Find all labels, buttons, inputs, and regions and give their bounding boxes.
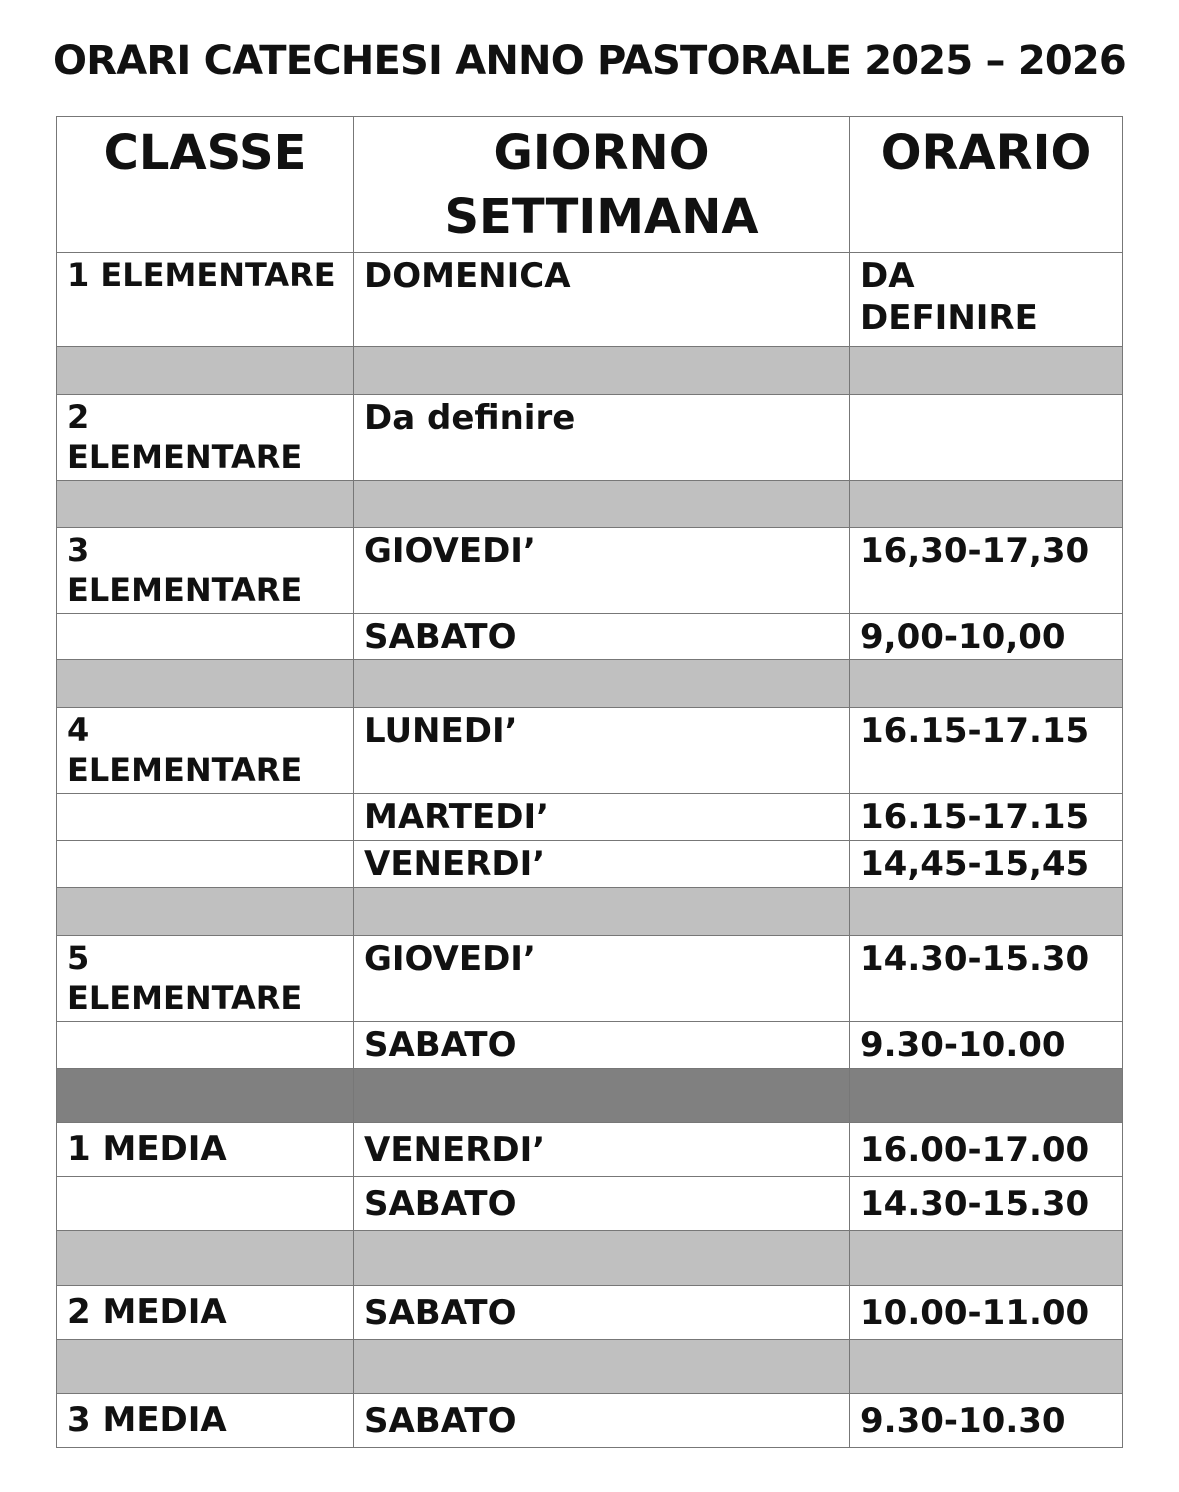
table-row (57, 936, 1123, 1022)
table-row (57, 1394, 1123, 1448)
table-row (57, 614, 1123, 660)
cell-orario (850, 395, 1123, 481)
separator-cell (354, 888, 850, 936)
cell-giorno: GIOVEDI’ (354, 528, 850, 614)
cell-classe-line1: 2 (67, 398, 90, 436)
cell-orario-line1: DA (860, 256, 915, 296)
cell-giorno: SABATO (354, 1177, 850, 1231)
cell-classe (57, 395, 354, 481)
separator-cell (850, 1340, 1123, 1394)
cell-giorno: SABATO (354, 1022, 850, 1069)
cell-giorno: SABATO (354, 614, 850, 660)
separator-cell (354, 481, 850, 528)
table-row (57, 794, 1123, 841)
separator-cell (850, 660, 1123, 708)
table-row (57, 253, 1123, 347)
header-giorno-line1: GIORNO (493, 125, 710, 181)
cell-orario: 9,00-10,00 (850, 614, 1123, 660)
cell-classe: 1 ELEMENTARE (57, 253, 354, 347)
table-row (57, 708, 1123, 794)
cell-giorno: MARTEDI’ (354, 794, 850, 841)
cell-orario: 10.00-11.00 (850, 1286, 1123, 1340)
cell-orario-line2: DEFINIRE (860, 298, 1038, 338)
separator-cell (850, 1069, 1123, 1123)
cell-orario: 16.15-17.15 (850, 794, 1123, 841)
header-classe (57, 117, 354, 253)
cell-classe: 3 MEDIA (57, 1394, 354, 1448)
cell-classe (57, 794, 354, 841)
separator-cell (57, 347, 354, 395)
separator-cell (354, 1231, 850, 1286)
cell-giorno: LUNEDI’ (354, 708, 850, 794)
separator-cell (57, 888, 354, 936)
separator-row (57, 1340, 1123, 1394)
separator-cell (850, 481, 1123, 528)
separator-cell (850, 888, 1123, 936)
table-row (57, 1177, 1123, 1231)
separator-cell (354, 660, 850, 708)
separator-cell (57, 1069, 354, 1123)
separator-cell (850, 347, 1123, 395)
cell-classe-line1: 4 (67, 711, 90, 749)
cell-classe (57, 614, 354, 660)
cell-orario (850, 253, 1123, 347)
table-row (57, 1286, 1123, 1340)
table-row (57, 1022, 1123, 1069)
separator-cell (354, 1069, 850, 1123)
separator-cell (57, 1231, 354, 1286)
header-giorno-line2: SETTIMANA (444, 189, 759, 245)
table-row (57, 841, 1123, 888)
separator-cell (354, 347, 850, 395)
cell-giorno: SABATO (354, 1286, 850, 1340)
cell-giorno: Da definire (354, 395, 850, 481)
cell-classe: 1 MEDIA (57, 1123, 354, 1177)
cell-orario: 14.30-15.30 (850, 936, 1123, 1022)
cell-giorno: DOMENICA (354, 253, 850, 347)
separator-row (57, 347, 1123, 395)
cell-classe (57, 841, 354, 888)
table-row (57, 1123, 1123, 1177)
table-row (57, 528, 1123, 614)
cell-classe (57, 1177, 354, 1231)
separator-row (57, 1231, 1123, 1286)
header-orario (850, 117, 1123, 253)
cell-classe (57, 528, 354, 614)
separator-row (57, 888, 1123, 936)
table-row (57, 395, 1123, 481)
separator-cell (57, 660, 354, 708)
cell-classe-line2: ELEMENTARE (67, 979, 303, 1017)
cell-classe (57, 936, 354, 1022)
cell-classe: 2 MEDIA (57, 1286, 354, 1340)
cell-classe-line1: 3 (67, 531, 90, 569)
cell-classe-line2: ELEMENTARE (67, 571, 303, 609)
separator-cell (57, 481, 354, 528)
cell-orario: 14,45-15,45 (850, 841, 1123, 888)
cell-classe-line2: ELEMENTARE (67, 438, 303, 476)
cell-giorno: GIOVEDI’ (354, 936, 850, 1022)
cell-orario: 16.15-17.15 (850, 708, 1123, 794)
cell-classe (57, 1022, 354, 1069)
header-giorno (354, 117, 850, 253)
cell-classe-line1: 5 (67, 939, 90, 977)
cell-orario: 9.30-10.30 (850, 1394, 1123, 1448)
separator-row (57, 481, 1123, 528)
cell-orario: 16,30-17,30 (850, 528, 1123, 614)
separator-row (57, 660, 1123, 708)
cell-giorno: SABATO (354, 1394, 850, 1448)
separator-cell (850, 1231, 1123, 1286)
cell-orario: 16.00-17.00 (850, 1123, 1123, 1177)
header-orario-label: ORARIO (880, 125, 1092, 181)
cell-giorno: VENERDI’ (354, 1123, 850, 1177)
separator-cell (354, 1340, 850, 1394)
cell-classe (57, 708, 354, 794)
separator-row (57, 1069, 1123, 1123)
cell-classe-line2: ELEMENTARE (67, 751, 303, 789)
header-row (57, 117, 1123, 253)
schedule-table (56, 116, 1123, 1448)
cell-giorno: VENERDI’ (354, 841, 850, 888)
separator-cell (57, 1340, 354, 1394)
cell-orario: 14.30-15.30 (850, 1177, 1123, 1231)
page-title: ORARI CATECHESI ANNO PASTORALE 2025 – 2026 (53, 38, 1126, 84)
cell-orario: 9.30-10.00 (850, 1022, 1123, 1069)
header-classe-label: CLASSE (103, 125, 307, 181)
